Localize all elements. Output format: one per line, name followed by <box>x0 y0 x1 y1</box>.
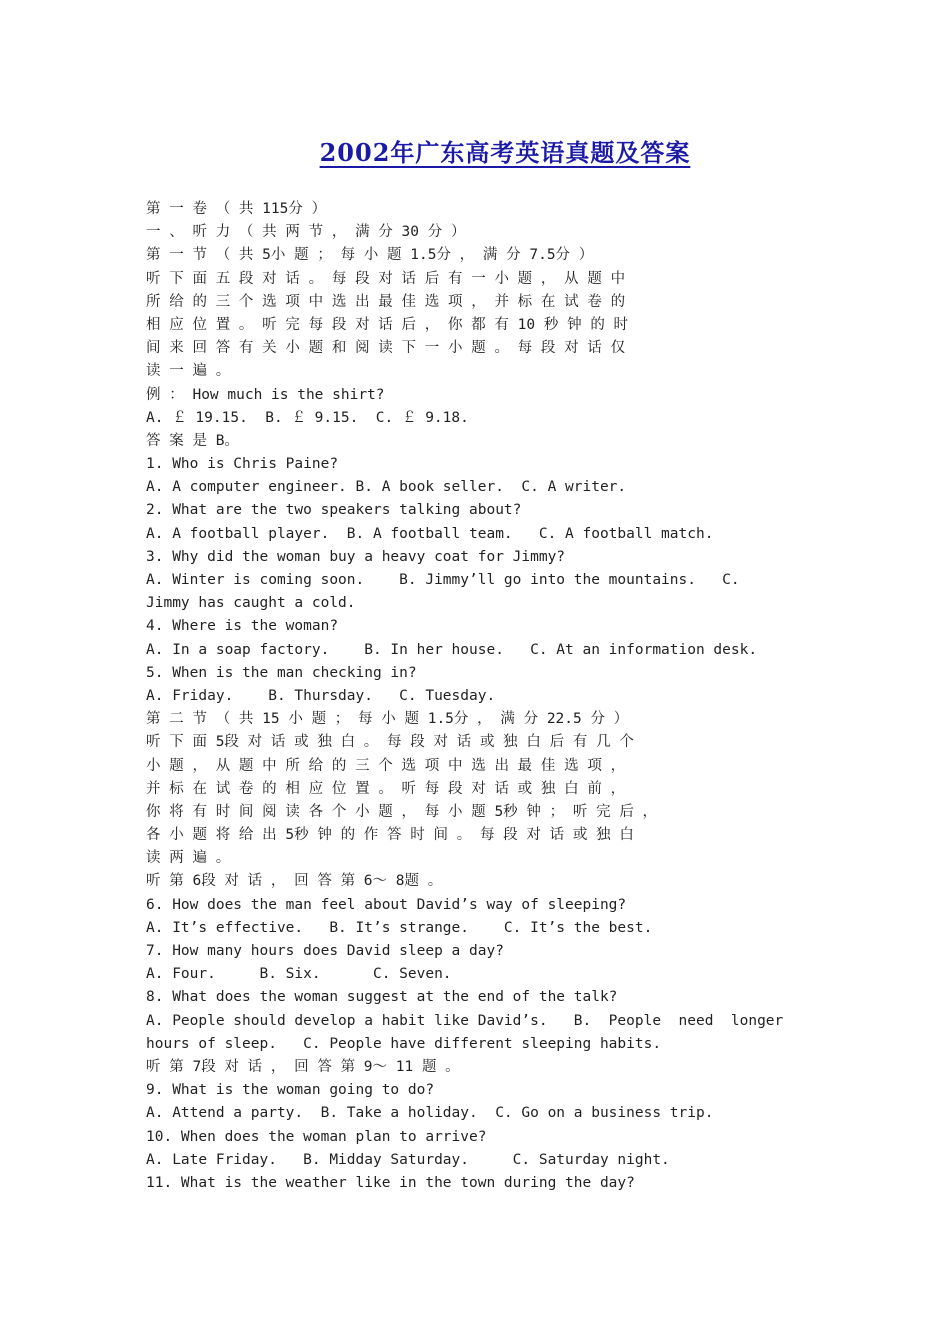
text-line: A. Attend a party. B. Take a holiday. C. Go on a business trip. <box>146 1105 714 1122</box>
text-line: 第 二 节 （ 共 15 小 题 ； 每 小 题 1.5分 ， 满 分 22.5 分 ） <box>146 711 629 728</box>
text-line: 10. When does the woman plan to arrive? <box>146 1128 487 1145</box>
text-line: 所 给 的 三 个 选 项 中 选 出 最 佳 选 项 ， 并 标 在 试 卷 的 <box>146 293 626 310</box>
text-line: 2. What are the two speakers talking about? <box>146 502 522 519</box>
text-line: 听 第 6段 对 话 ， 回 答 第 6～ 8题 。 <box>146 873 443 890</box>
text-line: 4. Where is the woman? <box>146 618 339 635</box>
text-line: 例 ： How much is the shirt? <box>146 386 385 403</box>
text-line: 读 两 遍 。 <box>146 850 231 867</box>
text-line: A. A football player. B. A football team. C. A football match. <box>146 525 714 542</box>
document-body <box>146 198 826 1195</box>
text-line: 听 下 面 5段 对 话 或 独 白 。 每 段 对 话 或 独 白 后 有 几 个 <box>146 734 634 751</box>
text-line: 11. What is the weather like in the town during the day? <box>146 1174 635 1191</box>
text-line: 第 一 卷 （ 共 115分 ） <box>146 201 327 217</box>
text-line: A. It’s effective. B. It’s strange. C. It’s the best. <box>146 919 653 936</box>
text-line: 听 第 7段 对 话 ， 回 答 第 9～ 11 题 。 <box>146 1058 460 1075</box>
text-line: 9. What is the woman going to do? <box>146 1082 435 1099</box>
text-line: 听 下 面 五 段 对 话 。 每 段 对 话 后 有 一 小 题 ， 从 题 中 <box>146 270 626 287</box>
text-line: A. Winter is coming soon. B. Jimmy’ll go into the mountains. C. <box>146 572 740 588</box>
text-line: Jimmy has caught a cold. <box>146 595 356 612</box>
text-line: A. Friday. B. Thursday. C. Tuesday. <box>146 687 496 704</box>
document-title <box>0 133 950 168</box>
text-line: 读 一 遍 。 <box>146 363 231 380</box>
text-line: A. Late Friday. B. Midday Saturday. C. Saturday night. <box>146 1151 670 1168</box>
text-line: 6. How does the man feel about David’s way of sleeping? <box>146 896 627 913</box>
text-line: A. In a soap factory. B. In her house. C. At an information desk. <box>146 641 758 658</box>
text-line: hours of sleep. C. People have different sleeping habits. <box>146 1035 662 1052</box>
text-line: 各 小 题 将 给 出 5秒 钟 的 作 答 时 间 。 每 段 对 话 或 独 白 <box>146 827 634 844</box>
text-line: 答 案 是 B。 <box>146 432 239 449</box>
text-line: 5. When is the man checking in? <box>146 664 417 681</box>
text-line: 间 来 回 答 有 关 小 题 和 阅 读 下 一 小 题 。 每 段 对 话 仅 <box>146 340 626 357</box>
text-line: A. ￡ 19.15. B. ￡ 9.15. C. ￡ 9.18. <box>146 409 469 426</box>
text-line: A. Four. B. Six. C. Seven. <box>146 966 452 983</box>
document-title-text: 2002年广东高考英语真题及答案 <box>319 138 691 167</box>
text-line: A. People should develop a habit like David’s. B. People need longer <box>146 1012 784 1029</box>
text-line: 7. How many hours does David sleep a day? <box>146 943 504 959</box>
text-line: 1. Who is Chris Paine? <box>146 456 339 473</box>
text-line: 第 一 节 （ 共 5小 题 ； 每 小 题 1.5分 ， 满 分 7.5分 ） <box>146 247 594 264</box>
text-line: 并 标 在 试 卷 的 相 应 位 置 。 听 每 段 对 话 或 独 白 前 ， <box>146 780 626 797</box>
text-line: 一 、 听 力 （ 共 两 节 ， 满 分 30 分 ） <box>146 224 466 241</box>
text-line: 你 将 有 时 间 阅 读 各 个 小 题 ， 每 小 题 5秒 钟 ； 听 完 后 ， <box>146 803 658 820</box>
text-line: 3. Why did the woman buy a heavy coat for Jimmy? <box>146 548 566 565</box>
text-line: 相 应 位 置 。 听 完 每 段 对 话 后 ， 你 都 有 10 秒 钟 的 时 <box>146 316 629 333</box>
text-line: A. A computer engineer. B. A book seller. C. A writer. <box>146 479 627 496</box>
text-line: 8. What does the woman suggest at the end of the talk? <box>146 989 618 1006</box>
text-line: 小 题 ， 从 题 中 所 给 的 三 个 选 项 中 选 出 最 佳 选 项 ， <box>146 757 626 774</box>
